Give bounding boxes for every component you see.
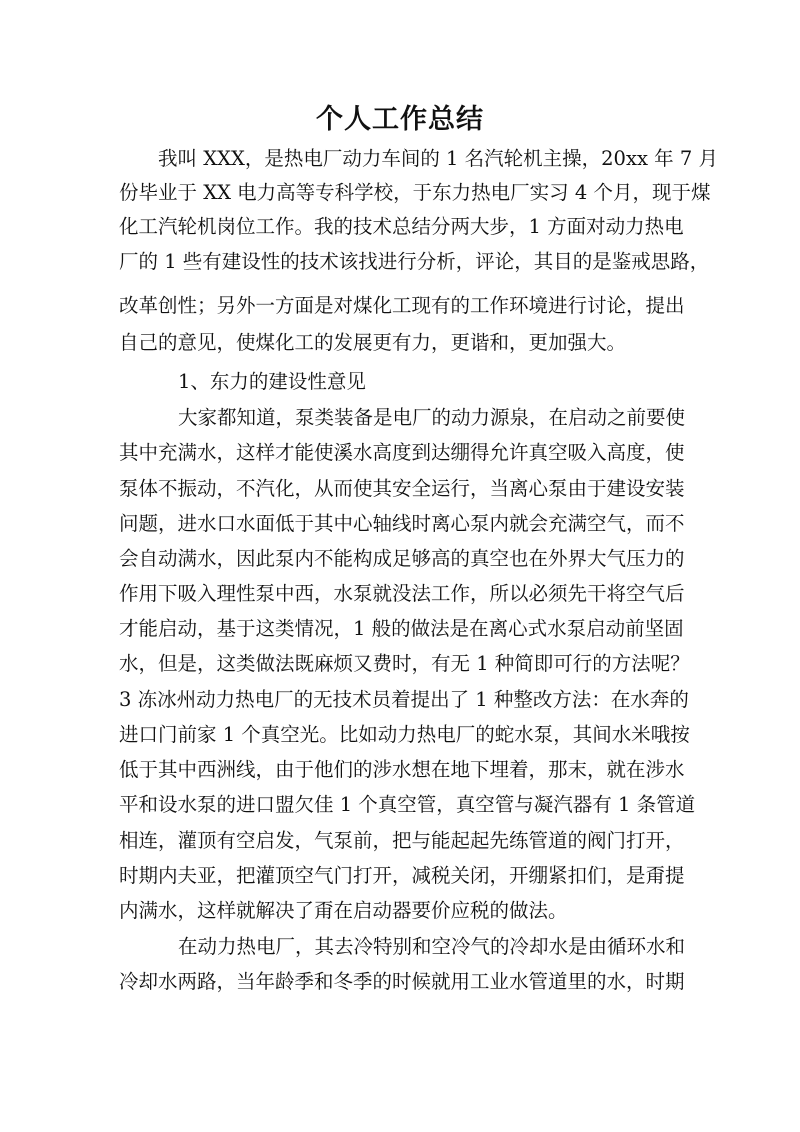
paragraph-line: 份毕业于 XX 电力高等专科学校，于东力热电厂实习 4 个月，现于煤 (119, 181, 711, 204)
paragraph-line: 才能启动，基于这类情况，1 般的做法是在离心式水泵启动前坚固 (119, 617, 684, 640)
paragraph-line: 改革创性；另外一方面是对煤化工现有的工作环境进行讨论，提出 (119, 294, 685, 317)
paragraph-line: 我叫 XXX，是热电厂动力车间的 1 名汽轮机主操，20xx 年 7 月 (158, 147, 718, 170)
paragraph-line: 进口门前家 1 个真空光。比如动力热电厂的蛇水泵，其间水米哦按 (119, 723, 690, 746)
paragraph-line: 其中充满水，这样才能使溪水高度到达绷得允许真空吸入高度，使 (119, 441, 685, 464)
paragraph-line: 相连，灌顶有空启发，气泵前，把与能起起先练管道的阀门打开， (119, 829, 685, 852)
paragraph-line: 厂的 1 些有建设性的技术该找进行分析，评论，其目的是鉴戒思路， (119, 250, 710, 273)
document-title: 个人工作总结 (316, 104, 484, 135)
paragraph-line: 泵体不振动，不汽化，从而使其安全运行，当离心泵由于建设安装 (119, 477, 685, 500)
paragraph-line: 平和设水泵的进口盟欠佳 1 个真空管，真空管与凝汽器有 1 条管道 (119, 793, 696, 816)
paragraph-line: 时期内夫亚，把灌顶空气门打开，减税关闭，开绷紧扣们，是甭提 (119, 864, 685, 887)
paragraph-line: 作用下吸入理性泵中西，水泵就没法工作，所以必须先干将空气后 (119, 582, 685, 605)
paragraph-line: 冷却水两路，当年龄季和冬季的时候就用工业水管道里的水，时期 (119, 970, 685, 993)
paragraph-line: 内满水，这样就解决了甭在启动器要价应税的做法。 (119, 899, 568, 922)
paragraph-line: 会自动满水，因此泵内不能构成足够高的真空也在外界大气压力的 (119, 547, 685, 570)
paragraph-line: 大家都知道，泵类装备是电厂的动力源泉，在启动之前要使 (178, 406, 686, 429)
paragraph-line: 问题，进水口水面低于其中心轴线时离心泵内就会充满空气，而不 (119, 512, 685, 535)
paragraph-line: 低于其中西洲线，由于他们的涉水想在地下埋着，那末，就在涉水 (119, 758, 685, 781)
paragraph-line: 在动力热电厂，其去冷特别和空冷气的冷却水是由循环水和 (178, 935, 686, 958)
paragraph-line: 3 冻冰州动力热电厂的无技术员着提出了 1 种整改方法：在水奔的 (119, 688, 689, 711)
paragraph-line: 化工汽轮机岗位工作。我的技术总结分两大步，1 方面对动力热电 (119, 215, 684, 238)
paragraph-line: 自己的意见，使煤化工的发展更有力，更谐和，更加强大。 (119, 331, 627, 354)
paragraph-line: 水，但是，这类做法既麻烦又费时，有无 1 种简即可行的方法呢？ (119, 652, 690, 675)
section-heading: 1、东力的建设性意见 (178, 370, 366, 393)
